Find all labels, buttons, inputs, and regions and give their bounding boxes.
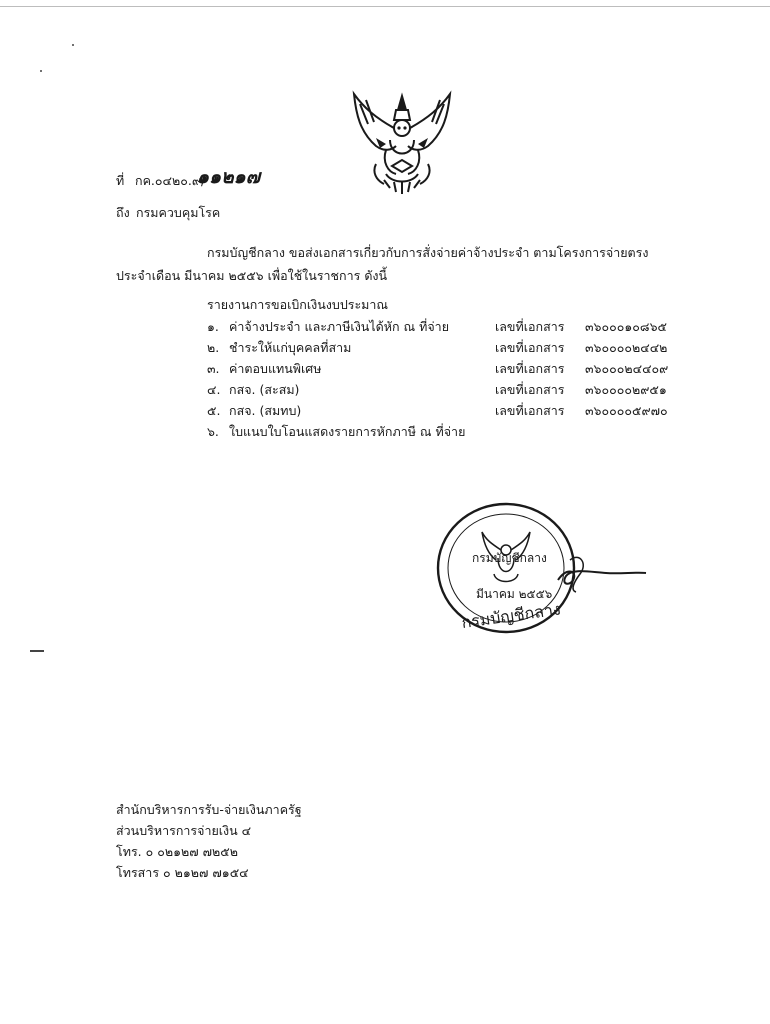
- scan-speck: [40, 70, 42, 72]
- scan-top-border: [0, 6, 770, 7]
- footer-division: ส่วนบริหารการจ่ายเงิน ๔: [116, 823, 252, 838]
- reference-label: ที่: [116, 173, 125, 188]
- document-number-label: เลขที่เอกสาร: [495, 361, 565, 376]
- list-item: [207, 361, 702, 377]
- stamp-top-text: กรมบัญชีกลาง: [472, 551, 547, 565]
- document-number-label: เลขที่เอกสาร: [495, 340, 565, 355]
- official-stamp: [430, 502, 650, 637]
- stamp-date-text: มีนาคม ๒๕๕๖: [476, 587, 553, 601]
- list-item-text: กสจ. (สมทบ): [229, 403, 302, 418]
- list-item-text: ชำระให้แก่บุคคลที่สาม: [229, 340, 352, 355]
- list-item-number: ๖.: [207, 424, 219, 439]
- list-item-number: ๔.: [207, 382, 221, 397]
- document-number-label: เลขที่เอกสาร: [495, 319, 565, 334]
- list-item: [207, 319, 702, 335]
- signature-stroke: [558, 571, 646, 584]
- recipient-value: กรมควบคุมโรค: [136, 205, 221, 220]
- footer-office: สำนักบริหารการรับ-จ่ายเงินภาครัฐ: [116, 802, 302, 817]
- recipient-label: ถึง: [116, 205, 130, 220]
- scan-speck: [72, 44, 74, 46]
- list-item-number: ๑.: [207, 319, 219, 334]
- list-heading: รายงานการขอเบิกเงินงบประมาณ: [207, 297, 389, 312]
- list-item-number: ๕.: [207, 403, 221, 418]
- footer-fax: โทรสาร ๐ ๒๑๒๗ ๗๑๕๔: [116, 865, 249, 880]
- list-item-text: ค่าจ้างประจำ และภาษีเงินได้หัก ณ ที่จ่าย: [229, 319, 450, 334]
- document-number-label: เลขที่เอกสาร: [495, 403, 565, 418]
- document-number: ๓๖๐๐๐๐๒๔๔๒: [585, 340, 668, 355]
- body-paragraph-line-2: ประจำเดือน มีนาคม ๒๕๕๖ เพื่อใช้ในราชการ ดังนี้: [116, 268, 388, 283]
- document-number-label: เลขที่เอกสาร: [495, 382, 565, 397]
- footer-phone: โทร. ๐ ๐๒๑๒๗ ๗๒๕๒: [116, 844, 238, 859]
- list-item-text: ใบแนบใบโอนแสดงรายการหักภาษี ณ ที่จ่าย: [229, 424, 466, 439]
- document-number: ๓๖๐๐๐๐๒๙๕๑: [585, 382, 667, 397]
- list-item-text: ค่าตอบแทนพิเศษ: [229, 361, 322, 376]
- list-item-number: ๓.: [207, 361, 220, 376]
- list-item: [207, 424, 702, 440]
- document-number: ๓๖๐๐๐๐๕๙๗๐: [585, 403, 668, 418]
- garuda-emblem-icon: [346, 88, 458, 198]
- scan-mark: [30, 650, 44, 652]
- stamp-bottom-text: กรมบัญชีกลาง: [460, 599, 562, 633]
- reference-number: กค.๐๔๒๐.๙/: [135, 173, 206, 188]
- list-item: [207, 340, 702, 356]
- list-item-number: ๒.: [207, 340, 220, 355]
- list-item: [207, 403, 702, 419]
- body-paragraph-line-1: กรมบัญชีกลาง ขอส่งเอกสารเกี่ยวกับการสั่งจ่ายค่าจ้างประจำ ตามโครงการจ่ายตรง: [207, 245, 649, 260]
- list-item-text: กสจ. (สะสม): [229, 382, 300, 397]
- document-number: ๓๖๐๐๐๑๐๘๖๕: [585, 319, 667, 334]
- reference-handwritten-number: ๑๑๒๑๗: [197, 166, 260, 188]
- list-item: [207, 382, 702, 398]
- document-number: ๓๖๐๐๐๒๔๔๐๙: [585, 361, 669, 376]
